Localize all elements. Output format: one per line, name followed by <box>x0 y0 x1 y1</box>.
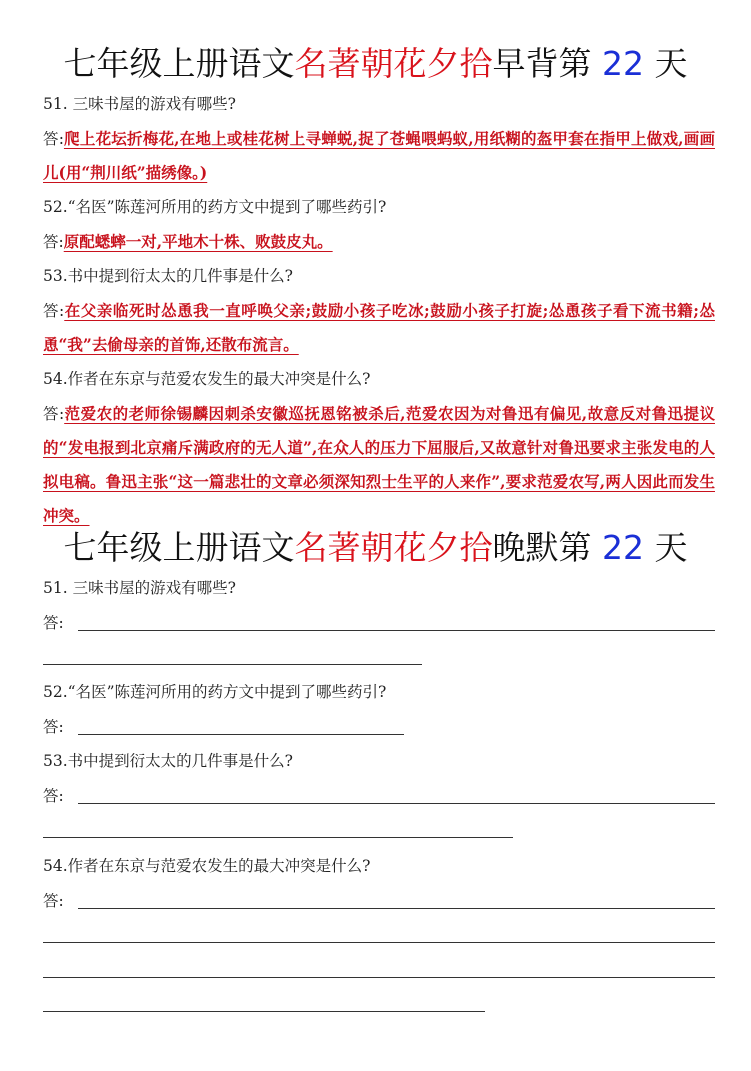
answer-label: 答: <box>43 405 65 423</box>
morning-answer-51 <box>43 122 715 190</box>
answer-blank-line <box>78 630 715 631</box>
answer-blank-line <box>43 664 422 665</box>
evening-question-54: 54.作者在东京与范爱农发生的最大冲突是什么? <box>43 857 371 875</box>
answer-label: 答: <box>43 233 64 251</box>
answer-label: 答: <box>43 787 64 805</box>
morning-answer-52 <box>43 225 715 259</box>
answer-label: 答: <box>43 614 64 632</box>
answer-blank-line <box>43 977 715 978</box>
title-unit: 天 <box>654 44 688 83</box>
evening-question-53: 53.书中提到衍太太的几件事是什么? <box>43 752 293 770</box>
title-unit: 天 <box>654 528 688 567</box>
answer-text: 爬上花坛折梅花,在地上或桂花树上寻蝉蜕,捉了苍蝇喂蚂蚁,用纸糊的盔甲套在指甲上做戏,画画儿(用“荆川纸”描绣像。) <box>43 129 715 182</box>
title-day-number: 22 <box>602 528 644 567</box>
morning-question-51: 51. 三味书屋的游戏有哪些? <box>43 95 236 113</box>
answer-blank-line <box>43 1011 485 1012</box>
title-suffix: 晚默第 <box>492 528 592 567</box>
answer-text: 在父亲临死时怂恿我一直呼唤父亲;鼓励小孩子吃冰;鼓励小孩子打旋;怂恿孩子看下流书籍;怂恿“我”去偷母亲的首饰,还散布流言。 <box>43 301 715 354</box>
morning-question-54: 54.作者在东京与范爱农发生的最大冲突是什么? <box>43 370 371 388</box>
title-suffix: 早背第 <box>492 44 592 83</box>
answer-blank-line <box>78 734 404 735</box>
morning-answer-54 <box>43 397 715 533</box>
title-book-name: 名著朝花夕拾 <box>294 528 493 567</box>
evening-question-51: 51. 三味书屋的游戏有哪些? <box>43 579 236 597</box>
title-book-name: 名著朝花夕拾 <box>294 44 493 83</box>
answer-text: 原配蟋蟀一对,平地木十株、败鼓皮丸。 <box>63 232 333 251</box>
answer-label: 答: <box>43 130 64 148</box>
morning-answer-53 <box>43 294 715 362</box>
morning-question-52: 52.“名医”陈莲河所用的药方文中提到了哪些药引? <box>43 198 387 216</box>
answer-label: 答: <box>43 718 64 736</box>
title-prefix: 七年级上册语文 <box>63 528 295 567</box>
answer-blank-line <box>43 837 513 838</box>
title-prefix: 七年级上册语文 <box>63 44 295 83</box>
answer-blank-line <box>78 803 715 804</box>
answer-blank-line <box>43 942 715 943</box>
morning-question-53: 53.书中提到衍太太的几件事是什么? <box>43 267 293 285</box>
morning-title <box>0 44 751 84</box>
answer-text: 范爱农的老师徐锡麟因刺杀安徽巡抚恩铭被杀后,范爱农因为对鲁迅有偏见,故意反对鲁迅提议的“发电报到北京痛斥满政府的无人道”,在众人的压力下屈服后,又故意针对鲁迅要求主张发电的人拟电稿。鲁迅主张“这一篇悲壮的文章必须深知烈士生平的人来作”,要求范爱农写,两人因此而发生冲突。 <box>43 404 715 525</box>
answer-label: 答: <box>43 892 64 910</box>
answer-label: 答: <box>43 302 65 320</box>
evening-title <box>0 528 751 568</box>
answer-blank-line <box>78 908 715 909</box>
title-day-number: 22 <box>602 44 644 83</box>
evening-question-52: 52.“名医”陈莲河所用的药方文中提到了哪些药引? <box>43 683 387 701</box>
